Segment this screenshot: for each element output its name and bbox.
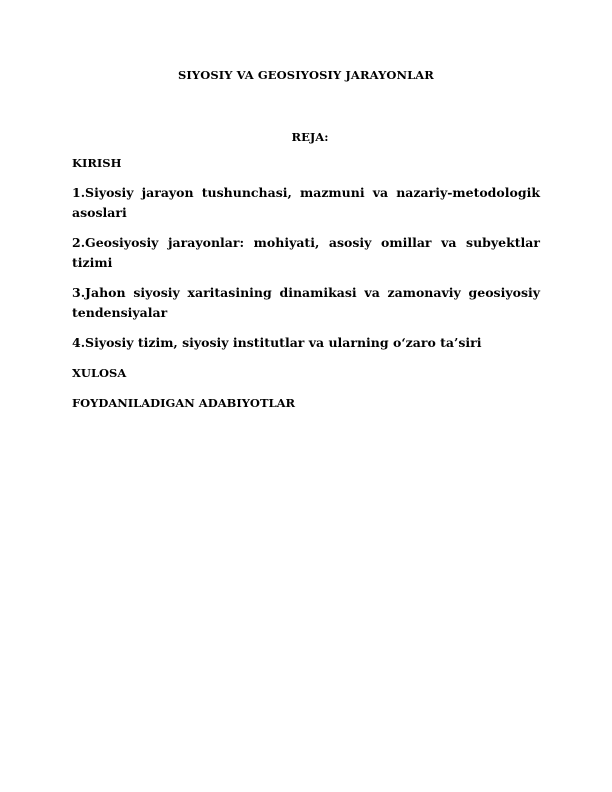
table-of-contents	[72, 153, 540, 423]
toc-item-conclusion: XULOSA	[72, 366, 127, 380]
toc-item-4: 4.Siyosiy tizim, siyosiy institutlar va ularning o‘zaro ta’siri	[72, 335, 482, 350]
toc-item-3: 3.Jahon siyosiy xaritasining dinamikasi va zamonaviy geosiyosiy tendensiyalar	[72, 285, 540, 320]
toc-item-references: FOYDANILADIGAN ADABIYOTLAR	[72, 396, 296, 410]
toc-item-2: 2.Geosiyosiy jarayonlar: mohiyati, asosiy omillar va subyektlar tizimi	[72, 235, 540, 270]
toc-item-introduction: KIRISH	[72, 156, 122, 170]
toc-item-1: 1.Siyosiy jarayon tushunchasi, mazmuni va nazariy-metodologik asoslari	[72, 185, 540, 220]
plan-heading: REJA:	[291, 130, 329, 144]
document-title: SIYOSIY VA GEOSIYOSIY JARAYONLAR	[178, 68, 434, 82]
